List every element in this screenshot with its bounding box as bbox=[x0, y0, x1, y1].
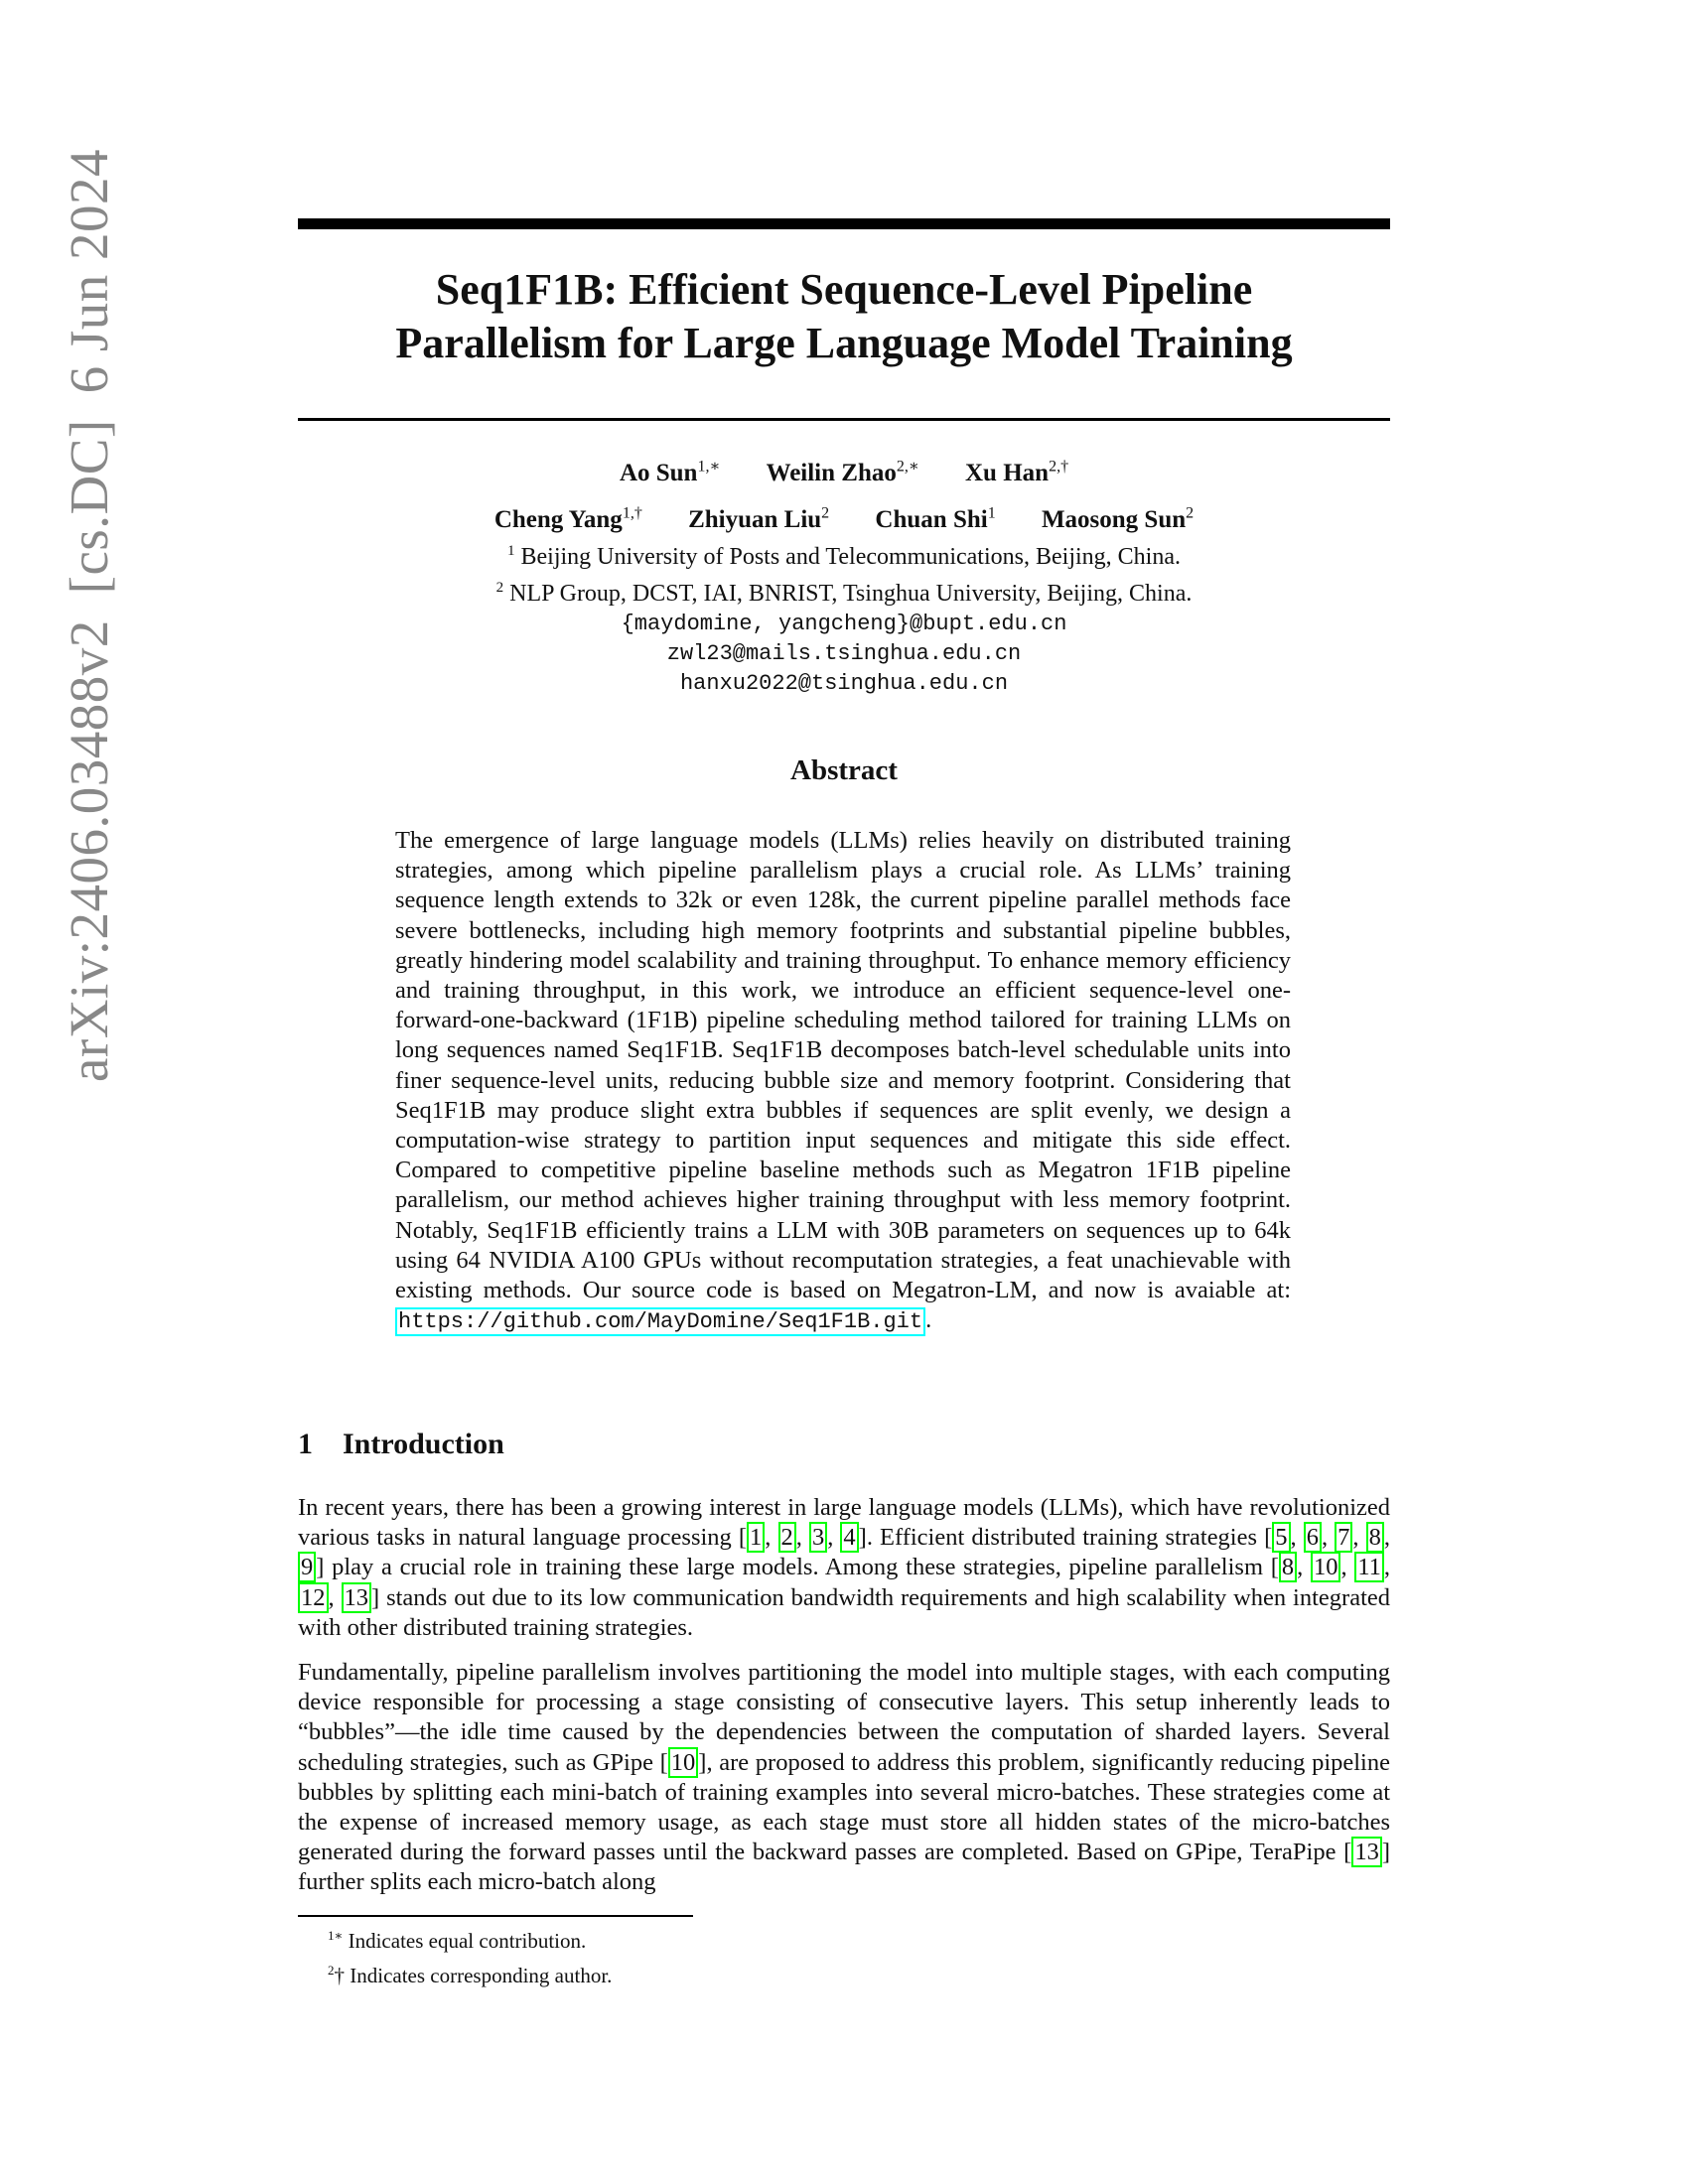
abstract-body: The emergence of large language models (LLMs) relies heavily on distributed training strategies, among which pipeline parallelism plays a crucial role. As LLMs’ training sequence length extends to 32k or even 128k, the current pipeline parallel methods face severe bottlenecks, including high memory footprints and substantial pipeline bubbles, greatly hindering model scalability and training throughput. To enhance memory efficiency and training throughput, in this work, we introduce an efficient sequence-level one-forward-one-backward (1F1B) pipeline scheduling method tailored for training LLMs on long sequences named Seq1F1B. Seq1F1B decomposes batch-level schedulable units into finer sequence-level units, reducing bubble size and memory footprint. Considering that Seq1F1B may produce slight extra bubbles if sequences are split evenly, we design a computation-wise strategy to partition input sequences and mitigate this side effect. Compared to competitive pipeline baseline methods such as Megatron 1F1B pipeline parallelism, our method achieves higher training throughput with less memory footprint. Notably, Seq1F1B efficiently trains a LLM with 30B parameters on sequences up to 64k using 64 NVIDIA A100 GPUs without recomputation strategies, a feat unachievable with existing methods. Our source code is based on Megatron-LM, and now is avaiable at: https://github.com/MayDomine/Seq1F1B.git . bbox=[395, 827, 1291, 1335]
citation-link[interactable]: 1 bbox=[747, 1522, 765, 1553]
arxiv-id: arXiv:2406.03488v2 bbox=[59, 619, 119, 1082]
email-1: {maydomine, yangcheng}@bupt.edu.cn bbox=[621, 611, 1067, 636]
title-line-2: Parallelism for Large Language Model Training bbox=[395, 319, 1293, 367]
author: Zhiyuan Liu$^2$ bbox=[688, 504, 830, 533]
affiliation-1: $^1$ Beijing University of Posts and Telecommunications, Beijing, China. bbox=[507, 542, 1181, 570]
citation-link[interactable]: 5 bbox=[1272, 1522, 1290, 1553]
paper-title bbox=[298, 263, 1390, 370]
author: Ao Sun$^{1,∗}$ bbox=[619, 459, 721, 487]
citation-link[interactable]: 7 bbox=[1335, 1522, 1352, 1553]
citation-link[interactable]: 9 bbox=[298, 1552, 316, 1582]
abstract-text: The emergence of large language models (LLMs) relies heavily on distributed training strategies, among which pipeline parallelism plays a crucial role. As LLMs’ training sequence length extends to 32k or even 128k, the current pipeline parallel methods face severe bottlenecks, including high memory footprints and substantial pipeline bubbles, greatly hindering model scalability and training throughput. To enhance memory efficiency and training throughput, in this work, we introduce an efficient sequence-level one-forward-one-backward (1F1B) pipeline scheduling method tailored for training LLMs on long sequences named Seq1F1B. Seq1F1B decomposes batch-level schedulable units into finer sequence-level units, reducing bubble size and memory footprint. Considering that Seq1F1B may produce slight extra bubbles if sequences are split evenly, we design a computation-wise strategy to partition input sequences and mitigate this side effect. Compared to competitive pipeline baseline methods such as Megatron 1F1B pipeline parallelism, our method achieves higher training throughput with less memory footprint. Notably, Seq1F1B efficiently trains a LLM with 30B parameters on sequences up to 64k using 64 NVIDIA A100 GPUs without recomputation strategies, a feat unachievable with existing methods. Our source code is based on Megatron-LM, and now is avaiable at: bbox=[395, 827, 1291, 1304]
author: Xu Han$^{2,\dagger}$ bbox=[965, 459, 1069, 487]
footnote-2: $^2$† Indicates corresponding author. bbox=[328, 1963, 613, 1987]
author-block bbox=[298, 452, 1390, 699]
citation-link[interactable]: 10 bbox=[668, 1747, 699, 1778]
footnotes bbox=[328, 1921, 612, 1990]
citation-link[interactable]: 11 bbox=[1354, 1552, 1384, 1582]
citation-link[interactable]: 8 bbox=[1366, 1522, 1384, 1553]
arxiv-category: [cs.DC] bbox=[59, 419, 119, 595]
footnote-rule bbox=[298, 1915, 693, 1917]
title-top-rule bbox=[298, 218, 1390, 229]
citation-link[interactable]: 8 bbox=[1279, 1552, 1297, 1582]
author-row-1 bbox=[298, 452, 1390, 489]
section-title: Introduction bbox=[343, 1428, 504, 1460]
citation-link[interactable]: 4 bbox=[840, 1522, 858, 1553]
author: Weilin Zhao$^{2,∗}$ bbox=[766, 459, 919, 487]
citation-link[interactable]: 13 bbox=[342, 1582, 372, 1613]
citation-link[interactable]: 3 bbox=[809, 1522, 827, 1553]
intro-paragraph-2: Fundamentally, pipeline parallelism involves partitioning the model into multiple stages, with each computing device responsible for processing a stage consisting of consecutive layers. This setup inherently leads to “bubbles”—the idle time caused by the dependencies between the computation of sharded layers. Several scheduling strategies, such as GPipe [ 10 ], are proposed to address this problem, significantly reducing pipeline bubbles by splitting each mini-batch of training examples into several micro-batches. These strategies come at the expense of increased memory usage, as each stage must store all hidden states of the micro-batches generated during the forward passes until the backward passes are completed. Based on GPipe, TeraPipe [ 13 ] further splits each micro-batch along bbox=[298, 1659, 1390, 1896]
citation-link[interactable]: 2 bbox=[778, 1522, 796, 1553]
author: Maosong Sun$^2$ bbox=[1041, 504, 1195, 533]
citation-link[interactable]: 13 bbox=[1351, 1837, 1382, 1867]
section-heading-introduction bbox=[298, 1428, 504, 1461]
author: Chuan Shi$^1$ bbox=[875, 504, 996, 533]
email-2: zwl23@mails.tsinghua.edu.cn bbox=[666, 640, 1022, 666]
arxiv-identifier-stamp bbox=[58, 149, 120, 1082]
citation-link[interactable]: 12 bbox=[298, 1582, 329, 1613]
citation-link[interactable]: 10 bbox=[1311, 1552, 1341, 1582]
email-3: hanxu2022@tsinghua.edu.cn bbox=[679, 670, 1009, 696]
author-row-2 bbox=[298, 497, 1390, 535]
source-code-link[interactable]: https://github.com/MayDomine/Seq1F1B.git bbox=[395, 1307, 925, 1336]
citation-link[interactable]: 6 bbox=[1304, 1522, 1322, 1553]
title-bottom-rule bbox=[298, 418, 1390, 421]
abstract-heading: Abstract bbox=[790, 754, 898, 786]
author: Cheng Yang$^{1,\dagger}$ bbox=[493, 504, 642, 533]
section-number: 1 bbox=[298, 1428, 313, 1460]
footnote-1: $^{1∗}$ Indicates equal contribution. bbox=[328, 1928, 587, 1953]
arxiv-date: 6 Jun 2024 bbox=[59, 149, 119, 394]
title-line-1: Seq1F1B: Efficient Sequence-Level Pipeline bbox=[435, 265, 1253, 314]
intro-paragraph-1: In recent years, there has been a growing interest in large language models (LLMs), which have revolutionized various tasks in natural language processing [ 1 , 2 , 3 , 4 ]. Efficient distributed training strategies [ 5 , 6 , 7 , 8 , 9 ] play a crucial role in training these large models. Among these strategies, pipeline parallelism [ 8 , 10 , 11 , 12 , 13 ] stands out due to its low communication bandwidth requirements and high scalability when integrated with other distributed training strategies. bbox=[298, 1494, 1391, 1641]
affiliation-2: $^2$ NLP Group, DCST, IAI, BNRIST, Tsinghua University, Beijing, China. bbox=[495, 579, 1193, 607]
